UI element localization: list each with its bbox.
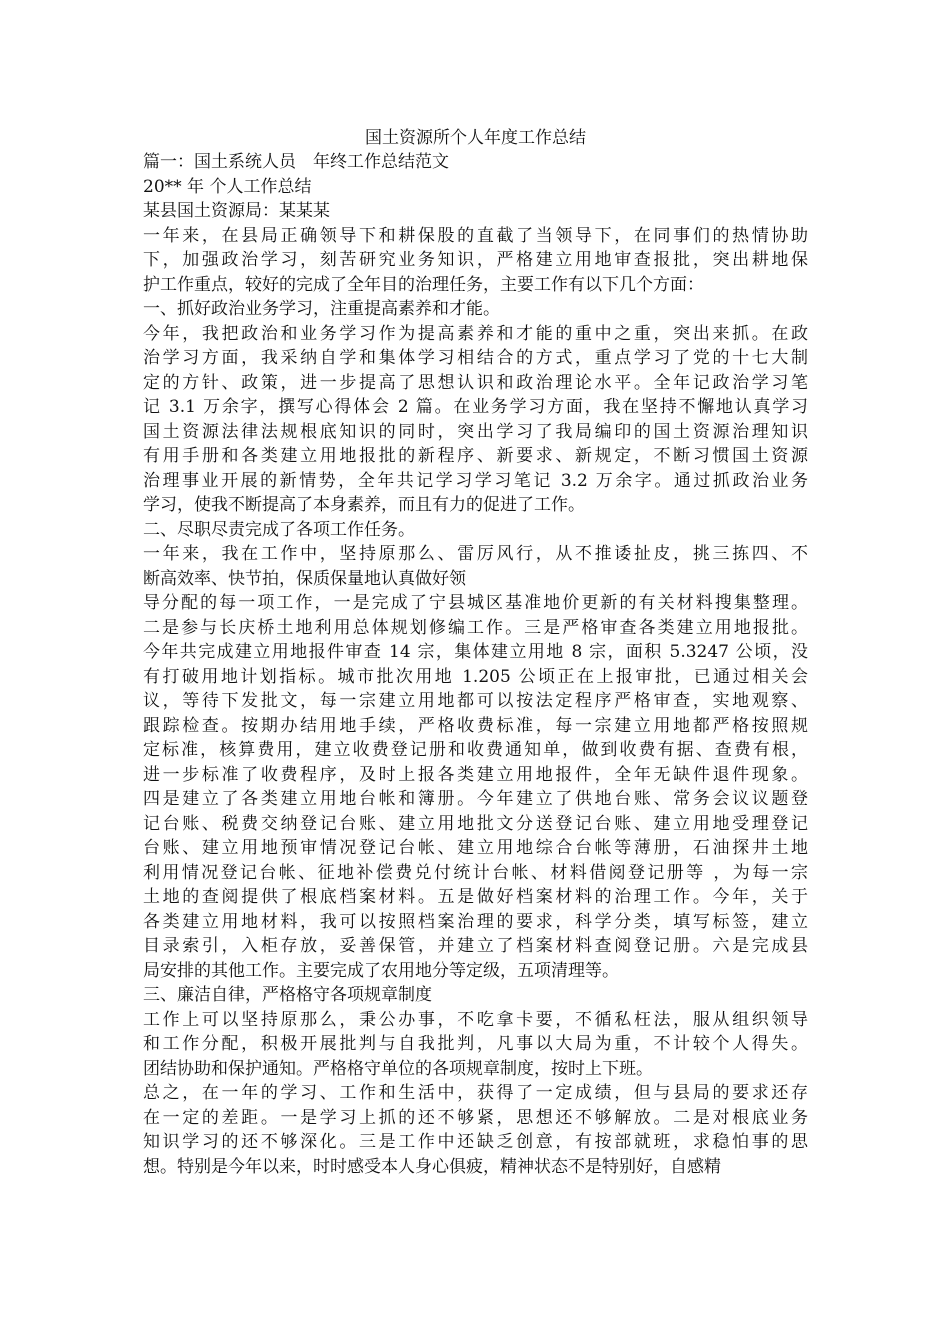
paragraph-line: 定标准，核算费用，建立收费登记册和收费通知单，做到收费有据、查费有根，: [143, 740, 808, 760]
paragraph-line: 今年，我把政治和业务学习作为提高素养和才能的重中之重，突出来抓。在政: [143, 323, 808, 344]
author-line: 某县国土资源局：某某某: [143, 201, 330, 221]
paragraph-line: 台账、建立用地预审情况登记台帐、建立用地综合台帐等薄册，石油探井土地: [143, 838, 808, 858]
paragraph: [143, 518, 808, 543]
paragraph-line: 记台账、税费交纳登记台账、建立用地批文分送登记台账、建立用地受理登记: [143, 813, 808, 834]
paragraph-line: 利用情况登记台帐、征地补偿费兑付统计台帐、材料借阅登记册等 ，为每一宗: [143, 862, 808, 883]
paragraph-line: 一年来，我在工作中，坚持原那么、雷厉风行，从不推诿扯皮，挑三拣四、不: [143, 544, 808, 564]
paragraph-line: 二、尽职尽责完成了各项工作任务。: [143, 519, 415, 540]
paragraph-line: 国土资源法律法规根底知识的同时，突出学习了我局编印的国土资源治理知识: [143, 421, 808, 442]
paragraph-line: 议，等待下发批文，每一宗建立用地都可以按法定程序严格审查，实地观察、: [143, 691, 808, 711]
paragraph-line: 各类建立用地材料，我可以按照档案治理的要求，科学分类，填写标签，建立: [143, 911, 808, 932]
paragraph-line: 有用手册和各类建立用地报批的新程序、新要求、新规定，不断习惯国土资源: [143, 446, 808, 466]
paragraph-line: 在一定的差距。一是学习上抓的还不够紧，思想还不够解放。二是对根底业务: [143, 1107, 808, 1128]
paragraph-line: 总之，在一年的学习、工作和生活中，获得了一定成绩，但与县局的要求还存: [143, 1083, 808, 1103]
paragraph-line: 学习，使我不断提高了本身素养，而且有力的促进了工作。: [143, 495, 585, 515]
paragraph: [143, 1081, 808, 1179]
document-page: [143, 126, 808, 1179]
paragraph-line: 团结协助和保护通知。严格格守单位的各项规章制度，按时上下班。: [143, 1058, 653, 1079]
paragraph-line: 目录索引，入柜存放，妥善保管，并建立了档案材料查阅登记册。六是完成县: [143, 936, 808, 956]
paragraph-line: 断高效率、快节拍，保质保量地认真做好领: [143, 568, 466, 589]
paragraph-line: 一、抓好政治业务学习，注重提高素养和才能。: [143, 299, 500, 319]
paragraph-line: 治学习方面，我采纳自学和集体学习相结合的方式，重点学习了党的十七大制: [143, 348, 808, 368]
paragraph-line: 三、廉洁自律，严格格守各项规章制度: [143, 985, 432, 1005]
paragraph-line: 和工作分配，积极开展批判与自我批判，凡事以大局为重，不计较个人得失。: [143, 1034, 808, 1054]
year-heading: 20** 年 个人工作总结: [143, 176, 312, 197]
paragraph: [143, 224, 808, 298]
paragraph-line: 二是参与长庆桥土地利用总体规划修编工作。三是严格审查各类建立用地报批。: [143, 617, 808, 638]
paragraph-line: 局安排的其他工作。主要完成了农用地分等定级，五项清理等。: [143, 960, 619, 981]
paragraph: [143, 322, 808, 518]
paragraph-line: 护工作重点，较好的完成了全年目的治理任务，主要工作有以下几个方面：: [143, 274, 704, 295]
paragraph-line: 工作上可以坚持原那么，秉公办事，不吃拿卡要，不循私枉法，服从组织领导: [143, 1009, 808, 1030]
paragraph-line: 知识学习的还不够深化。三是工作中还缺乏创意，有按部就班，求稳怕事的思: [143, 1132, 808, 1152]
paragraph-line: 有打破用地计划指标。城市批次用地 1.205 公顷正在上报审批，已通过相关会: [143, 666, 808, 687]
paragraph-line: 治理事业开展的新情势，全年共记学习学习笔记 3.2 万余字。通过抓政治业务: [143, 470, 808, 491]
paragraph-line: 记 3.1 万余字，撰写心得体会 2 篇。在业务学习方面，我在坚持不懈地认真学习: [143, 397, 808, 417]
paragraph: [143, 1008, 808, 1082]
paragraph-line: 下，加强政治学习，刻苦研究业务知识，严格建立用地审查报批，突出耕地保: [143, 250, 808, 270]
paragraph: [143, 591, 808, 983]
document-title: 国土资源所个人年度工作总结: [365, 128, 586, 148]
document-body: [143, 224, 808, 1180]
paragraph-line: 导分配的每一项工作，一是完成了宁县城区基准地价更新的有关材料搜集整理。: [143, 593, 808, 613]
paragraph-line: 定的方针、政策，进一步提高了思想认识和政治理论水平。全年记政治学习笔: [143, 372, 808, 393]
paragraph-line: 土地的查阅提供了根底档案材料。五是做好档案材料的治理工作。今年，关于: [143, 887, 808, 907]
subtitle-line: 篇一：国土系统人员 年终工作总结范文: [143, 152, 449, 172]
paragraph: [143, 297, 808, 322]
paragraph-line: 进一步标准了收费程序，及时上报各类建立用地报件，全年无缺件退件现象。: [143, 764, 808, 785]
paragraph: [143, 542, 808, 591]
paragraph-line: 想。特别是今年以来，时时感受本人身心俱疲，精神状态不是特别好，自感精: [143, 1156, 721, 1177]
paragraph-line: 今年共完成建立用地报件审查 14 宗，集体建立用地 8 宗，面积 5.3247 公顷，没: [143, 642, 808, 662]
paragraph: [143, 983, 808, 1008]
paragraph-line: 一年来，在县局正确领导下和耕保股的直截了当领导下，在同事们的热情协助: [143, 225, 808, 246]
paragraph-line: 跟踪检查。按期办结用地手续，严格收费标准，每一宗建立用地都严格按照规: [143, 715, 808, 736]
paragraph-line: 四是建立了各类建立用地台帐和簿册。今年建立了供地台账、常务会议议题登: [143, 789, 808, 809]
